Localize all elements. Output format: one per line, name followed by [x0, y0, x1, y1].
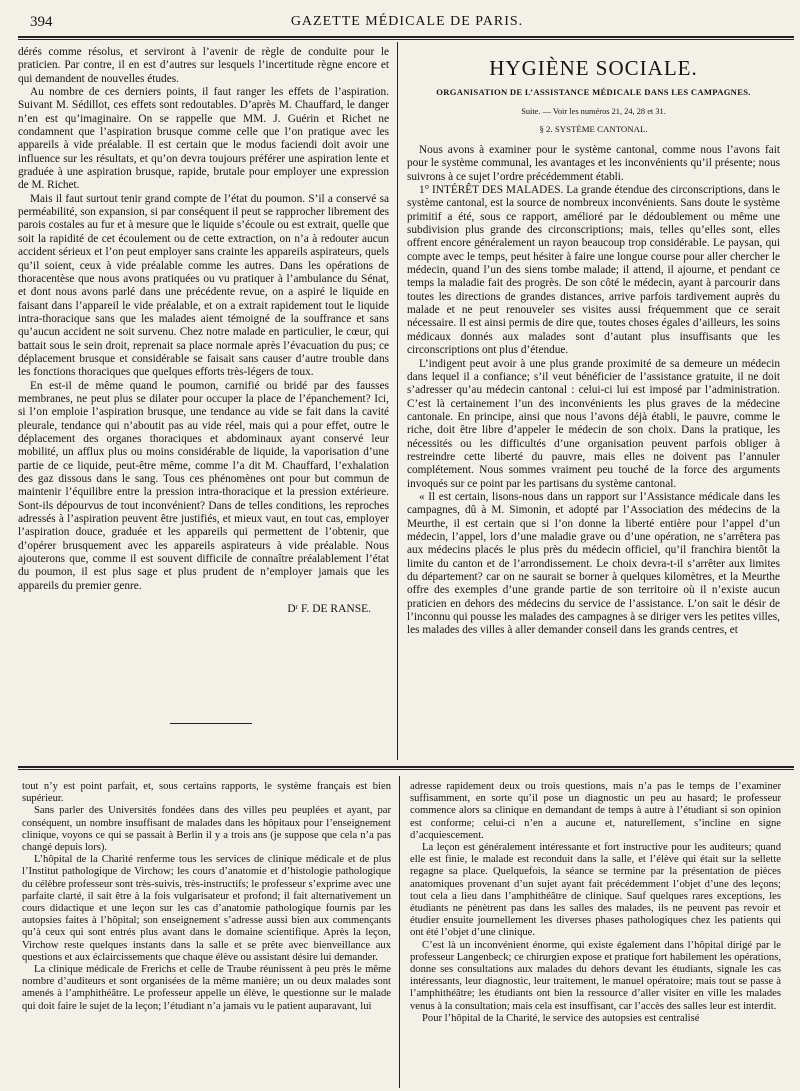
paragraph: L’hôpital de la Charité renferme tous les services de clinique médicale et de plus l’Institut pathologique de Virchow; les cours d’anatomie et d’histologie pathologique du célèbre professeur sont très-suivis, très-instructifs; le professeur s’exprime avec une parfaite clarté, il sait être à la fois vulgarisateur et profond; il fait alternativement un cours didactique et une leçon sur les cas d’anatomie pathologique fournis par les autopsies faites à l’hôpital; son enseignement s’adresse aussi bien aux commençants qu’à ceux qui sont entrés plus avant dans le domaine scientifique. Après la leçon, Virchow reste quelques instants dans la salle et se prête avec bienveillance aux questions et aux éclaircissements que chaque élève ou assistant désire lui demander. — [22, 854, 391, 963]
author-signature: Dʳ F. DE RANSE. — [287, 603, 371, 616]
paragraph: Sans parler des Universités fondées dans des villes peu peuplées et ayant, par conséquent, un nombre insuffisant de malades dans les hôpitaux pour l’enseignement clinique, voyons ce qui se passait à Berlin il y a trois ans (je suppose que cela n’a pas changé depuis lors). — [22, 805, 391, 854]
left-column — [18, 46, 389, 615]
section-subtitle: ORGANISATION DE L’ASSISTANCE MÉDICALE DANS LES CAMPAGNES. — [436, 87, 751, 97]
paragraph: 1° INTÉRÊT DES MALADES. La grande étendue des circonscriptions, dans le système cantonal, est la source de nombreux inconvénients. Sans doute le système primitif a été, sous ce rapport, amélioré par le dédoublement ou même une subdivision plus grande des circonscriptions; mais, telles qu’elles sont, elles offrent encore généralement un rayon beaucoup trop considérable. Le paysan, qui compte avec le temps, peut hésiter à faire une longue course pour aller chercher le médecin, quand l’un des siens tombe malade; il attend, il ajourne, et pendant ce temps la maladie fait des progrès. De son côté le médecin, ayant à parcourir dans toutes les directions de grandes distances, arrive parfois tardivement auprès du malade et ne peut renouveler ses visites aussi fréquemment que ce serait nécessaire. Il est ainsi permis de dire que, toutes choses égales d’ailleurs, les soins médicaux donnés aux malades sont d’autant plus insuffisants que les circonscriptions ont plus d’étendue. — [407, 184, 780, 357]
header-rule-thin — [18, 39, 794, 40]
column-divider-bottom — [399, 776, 400, 1088]
bottom-left-column — [22, 781, 391, 1013]
suite-note: Suite. — Voir les numéros 21, 24, 28 et 31. — [521, 107, 666, 116]
paragraph: En est-il de même quand le poumon, carnifié ou bridé par des fausses membranes, ne peut plus se dilater pour occuper la place de l’épanchement? Ici, si l’on emploie l’aspiration brusque, une tendance au vide se fait dans la cavité pleurale, tendance qui n’aboutit pas au vide réel, mais qui a pour effet, outre le déplacement des organes thoraciques et abdominaux ayant conservé leur mobilité, un afflux plus ou moins considérable de liquide, la vaporisation d’une partie de ce liquide, peut-être même, comme l’a dit M. Chauffard, l’exhalation des gaz dissous dans le sang. Tous ces phénomènes ont pour but commun de maintenir l’équilibre entre la pression intra-thoracique et la pression extérieure. Sont-ils dépourvus de tout inconvénient? Dans de telles conditions, les reproches adressés à l’aspiration peuvent être justifiés, et mieux vaut, en tout cas, employer l’aspiration douce, graduée et les appareils qui permettent de l’obtenir, que d’opérer brusquement avec les appareils aspirateurs à vide préalable. Nous ajouterons que, comme il est souvent difficile de connaître préalablement l’état du poumon, il est plus sage et plus prudent de n’employer jamais que les appareils du premier genre. — [18, 379, 389, 592]
page-number: 394 — [30, 14, 53, 30]
paragraph: Au nombre de ces derniers points, il faut ranger les effets de l’aspiration. Suivant M. Sédillot, ces effets sont redoutables. D’après M. Chauffard, le danger n’en est qu’imaginaire. On se rappelle que MM. J. Guérin et Richet ne condamnent que l’aspiration brusque comme celle que l’on pratique avec les appareils à vide préalable. Il est certain que le modus faciendi doit avoir une influence sur les résultats, et qu’on devra toujours préférer une aspiration lente et graduée à une aspiration brusque, rapide, brutale pour employer une expression de M. Richet. — [18, 86, 389, 192]
section-separator — [18, 766, 794, 768]
section-title: HYGIÈNE SOCIALE. — [489, 56, 698, 80]
section-separator-thin — [18, 769, 794, 770]
paragraph: C’est là un inconvénient énorme, qui existe également dans l’hôpital dirigé par le professeur Langenbeck; ce chirurgien expose et pratique fort habilement les opérations, donne ses consultations aux malades du dehors devant les étudiants, signale les cas intéressants, leur diagnostic, leur traitement, le manuel opératoire; mais tout se passe à l’amphithéâtre; les étudiants ont bien la ressource d’aller visiter en ville les malades venus à la consultation; mais cela est insuffisant, car l’accès des salles leur est interdit. — [410, 939, 781, 1012]
paragraph: Nous avons à examiner pour le système cantonal, comme nous l’avons fait pour le système communal, les avantages et les inconvénients qu’il présente; nous suivrons à ce sujet l’ordre précédemment établi. — [407, 144, 780, 183]
end-of-article-rule — [170, 723, 252, 724]
bottom-right-column — [410, 781, 781, 1025]
paragraph: Mais il faut surtout tenir grand compte de l’état du poumon. S’il a conservé sa perméabilité, son expansion, si par conséquent il peut se rapprocher librement des parois costales au fur et à mesure que le liquide s’écoule ou est extrait, quelle que soit la rapidité de cet écoulement ou de cette extraction, on n’a à redouter aucun accident sérieux et l’on peut employer sans crainte les appareils aspirateurs, quels qu’il soient, ceux à vide préalable comme les autres. Dans les opérations de thoracentèse que nous avons pratiquées ou vu pratiquer à l’ambulance du Sénat, et dont nous avons parlé dans une précédente revue, on a aspiré le liquide en faisant dans l’appareil le vide préalable, et on a extrait rapidement tout le liquide intra-thoracique sans que les malades aient témoigné de la souffrance et sans qu’aucun accident ne soit survenu. Chez notre malade en particulier, le cœur, qui battait sous le sein droit, reprenait sa place normale après l’évacuation du pus; ce déplacement brusque et considérable se faisait sans causer d’autre trouble dans les fonctions thoraciques que quelques efforts très-légers de toux. — [18, 192, 389, 379]
paragraph: La clinique médicale de Frerichs et celle de Traube réunissent à peu près le même nombre d’auditeurs et sont organisées de la même manière; un ou deux malades sont amenés à l’amphithéâtre. Le professeur appelle un élève, le questionne sur le malade qui doit faire le sujet de la leçon; l’étudiant n’a jamais vu le patient auparavant, lui — [22, 964, 391, 1012]
paragraph: L’indigent peut avoir à une plus grande proximité de sa demeure un médecin dans lequel il a confiance; s’il veut bénéficier de l’assistance gratuite, il ne doit s’adresser qu’au médecin cantonal : celui-ci lui est imposé par l’administration. C’est là certainement l’un des inconvénients les plus graves de la médecine cantonale. En principe, ainsi que nous l’avons déjà établi, le pauvre, comme le riche, doit être libre d’appeler le médecin de son choix. Dans la pratique, les nécessités ou les difficultés d’une organisation peuvent parfois obliger à restreindre cette liberté du pauvre, mais elles ne doivent pas l’annuler complétement. Nous sommes vraiment peu touché de la force des arguments invoqués sur ce point par les partisans du système cantonal. — [407, 357, 780, 490]
right-column — [407, 46, 780, 638]
paragraph: tout n’y est point parfait, et, sous certains rapports, le système français est bien supérieur. — [22, 781, 391, 805]
running-title: GAZETTE MÉDICALE DE PARIS. — [290, 14, 524, 29]
header-rule — [18, 36, 794, 38]
column-divider-top — [397, 42, 398, 760]
paragraph-heading: § 2. SYSTÈME CANTONAL. — [539, 124, 648, 134]
paragraph: La leçon est généralement intéressante et fort instructive pour les auditeurs; quand elle est finie, le malade est reconduit dans la salle, et l’élève qui était sur la sellette regagne sa place. Quelquefois, la séance se termine par la présentation de pièces anatomiques provenant d’un sujet ayant fait précédemment l’objet d’une des leçons; tout cela a lieu dans l’amphithéâtre de clinique. Sauf quelques rares exceptions, les étudiants ne pénètrent pas dans les salles des malades, ils ne peuvent pas revoir et étudier ensuite journellement les diverses phases pathologiques chez les patients qui ont été l’objet d’une clinique. — [410, 842, 781, 939]
paragraph: dérés comme résolus, et serviront à l’avenir de règle de conduite pour le praticien. Par contre, il en est d’autres sur lesquels l’incertitude règne encore et qui demandent de nouvelles études. — [18, 46, 389, 85]
paragraph: « Il est certain, lisons-nous dans un rapport sur l’Assistance médicale dans les campagnes, dû à M. Simonin, et adopté par l’Association des médecins de la Meurthe, il est certain que si l’on donne la liberté entière pour l’appel d’un médecin, l’appel, lors d’une maladie grave ou d’une opération, ne s’arrêtera pas aux médecins placés le plus près du médecin officiel, qu’il franchira bientôt la limite du canton et de l’arrondissement. Le choix devra-t-il s’arrêter aux limites du département? car on ne saurait se borner à quelques kilomètres, et la Meurthe offre des exemples d’une grande partie de son territoire où il n’existe aucun praticien en dehors des médecins du service de l’assistance. L’on sait le désir de l’inconnu qui pousse les malades des campagnes à se diriger vers les petites villes, les malades des villes à aller demander conseil dans les grands centres, et — [407, 490, 780, 637]
paragraph: Pour l’hôpital de la Charité, le service des autopsies est centralisé — [422, 1012, 700, 1024]
page-header — [22, 14, 792, 34]
paragraph: adresse rapidement deux ou trois questions, mais n’a pas le temps de l’examiner suffisamment, en sorte qu’il pose un diagnostic un peu au hasard; le professeur commence alors sa clinique en demandant de temps à autre à l’étudiant si son opinion est conforme; celui-ci n’en a aucune et, naturellement, s’incline en signe d’acquiescement. — [410, 781, 781, 841]
